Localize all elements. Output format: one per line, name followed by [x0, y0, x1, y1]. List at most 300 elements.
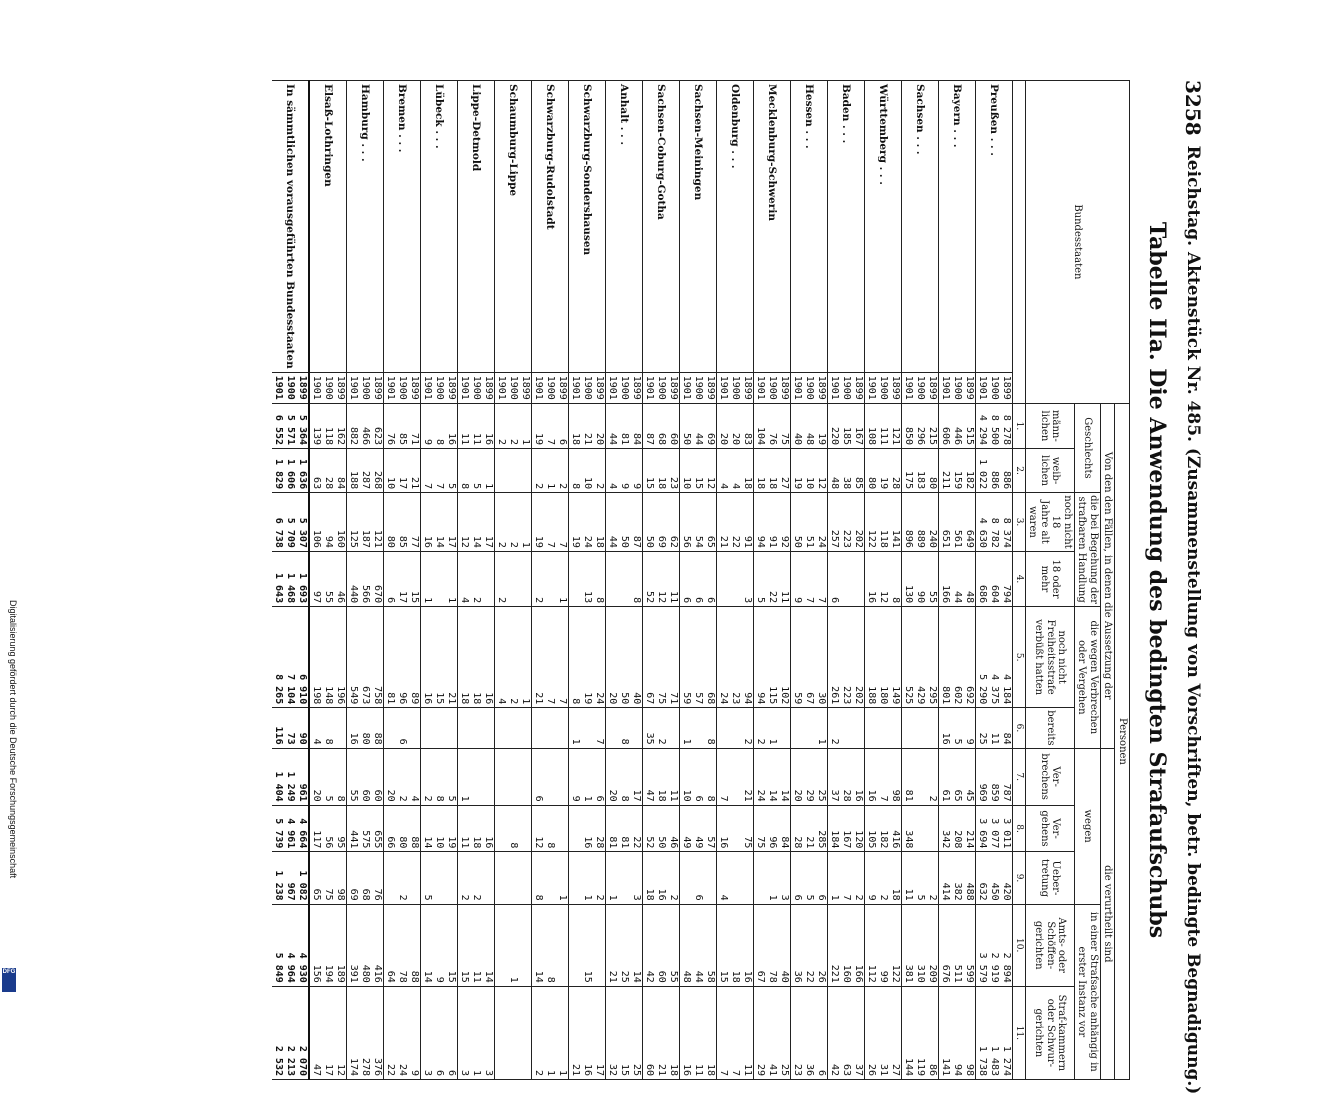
value-cell: 180	[877, 607, 889, 708]
year-cell: 1900	[507, 372, 519, 403]
value-cell: 60	[655, 904, 667, 986]
value-cell: 97	[309, 551, 322, 606]
value-cell: 5	[445, 748, 458, 805]
value-cell: 969	[975, 748, 988, 805]
value-cell	[914, 805, 926, 852]
value-cell: 16	[482, 805, 495, 852]
value-cell: 429	[914, 607, 926, 708]
value-cell: 7 104	[284, 607, 296, 708]
value-cell: 6	[433, 986, 445, 1079]
table-row	[778, 81, 791, 1080]
value-cell: 117	[309, 805, 322, 852]
value-cell: 7	[544, 403, 556, 448]
value-cell: 1	[581, 748, 593, 805]
value-cell: 46	[667, 805, 680, 852]
value-cell	[618, 551, 630, 606]
col-head-verurteilt: die verurtheilt sind	[1101, 748, 1116, 1079]
state-name: Preußen . . .	[975, 81, 1012, 373]
value-cell: 16	[420, 493, 433, 552]
column-number: 11.	[1012, 986, 1025, 1079]
value-cell: 7	[544, 607, 556, 708]
year-cell: 1899	[630, 372, 643, 403]
value-cell: 886	[988, 449, 1000, 493]
statistics-table	[272, 80, 1130, 1080]
value-cell: 4 961	[284, 805, 296, 852]
value-cell: 83	[741, 403, 754, 448]
value-cell: 24	[716, 607, 729, 708]
value-cell: 14	[531, 904, 544, 986]
value-cell: 81	[901, 748, 914, 805]
value-cell: 5	[951, 708, 963, 748]
value-cell: 84	[630, 403, 643, 448]
value-cell: 189	[334, 904, 347, 986]
value-cell: 37	[827, 748, 840, 805]
value-cell	[544, 748, 556, 805]
value-cell: 381	[901, 904, 914, 986]
column-number: 6.	[1012, 708, 1025, 748]
value-cell: 4 375	[988, 607, 1000, 708]
year-cell: 1900	[284, 372, 296, 403]
value-cell: 1	[679, 708, 692, 748]
value-cell: 61	[938, 748, 951, 805]
value-cell: 382	[951, 852, 963, 904]
value-cell: 87	[642, 403, 655, 448]
value-cell: 9	[630, 449, 643, 493]
value-cell: 67	[753, 904, 766, 986]
value-cell: 90	[914, 551, 926, 606]
value-cell: 17	[445, 493, 458, 552]
value-cell: 446	[951, 403, 963, 448]
value-cell: 60	[667, 403, 680, 448]
value-cell: 112	[864, 904, 877, 986]
value-cell: 208	[951, 805, 963, 852]
value-cell: 16	[420, 607, 433, 708]
value-cell: 31	[877, 986, 889, 1079]
value-cell: 8	[334, 748, 347, 805]
value-cell	[556, 805, 569, 852]
table-row	[445, 81, 458, 1080]
value-cell: 14	[433, 493, 445, 552]
value-cell: 18	[655, 449, 667, 493]
value-cell: 20	[716, 403, 729, 448]
value-cell: 1	[556, 852, 569, 904]
value-cell: 2 919	[988, 904, 1000, 986]
value-cell: 16	[581, 805, 593, 852]
value-cell: 3 579	[975, 904, 988, 986]
value-cell: 342	[938, 805, 951, 852]
value-cell	[494, 708, 507, 748]
column-number: 9.	[1012, 852, 1025, 904]
value-cell: 632	[975, 852, 988, 904]
value-cell	[729, 551, 741, 606]
value-cell: 20	[605, 748, 618, 805]
year-cell: 1900	[988, 372, 1000, 403]
value-cell: 8	[531, 852, 544, 904]
value-cell: 2	[753, 708, 766, 748]
value-cell: 8	[618, 748, 630, 805]
value-cell: 515	[963, 403, 976, 448]
state-name: Mecklenburg-Schwerin	[753, 81, 790, 373]
value-cell: 91	[766, 493, 778, 552]
year-cell: 1901	[420, 372, 433, 403]
value-cell: 6	[815, 852, 828, 904]
value-cell: 278	[359, 986, 371, 1079]
year-cell: 1901	[938, 372, 951, 403]
value-cell: 84	[1000, 708, 1013, 748]
value-cell: 17	[630, 748, 643, 805]
value-cell: 14	[420, 805, 433, 852]
value-cell: 859	[988, 748, 1000, 805]
year-cell: 1900	[433, 372, 445, 403]
value-cell: 84	[778, 805, 791, 852]
value-cell: 2 213	[284, 986, 296, 1079]
value-cell: 1 082	[296, 852, 309, 904]
value-cell: 47	[309, 986, 322, 1079]
value-cell: 602	[951, 607, 963, 708]
value-cell: 13	[581, 551, 593, 606]
state-name: Hessen . . .	[790, 81, 827, 373]
value-cell: 2	[827, 708, 840, 748]
value-cell: 156	[309, 904, 322, 986]
value-cell: 209	[926, 904, 939, 986]
value-cell: 159	[951, 449, 963, 493]
value-cell: 22	[729, 493, 741, 552]
value-cell: 1	[420, 551, 433, 606]
value-cell: 6	[790, 852, 803, 904]
column-number: 7.	[1012, 748, 1025, 805]
value-cell: 188	[346, 449, 359, 493]
value-cell	[889, 708, 902, 748]
value-cell: 63	[309, 449, 322, 493]
value-cell: 6	[692, 852, 704, 904]
value-cell: 511	[951, 904, 963, 986]
column-number: 5.	[1012, 607, 1025, 708]
value-cell: 1	[581, 852, 593, 904]
value-cell: 17	[593, 986, 606, 1079]
value-cell: 98	[963, 986, 976, 1079]
value-cell: 18	[568, 403, 581, 448]
value-cell: 8	[544, 904, 556, 986]
value-cell: 98	[334, 852, 347, 904]
col-head-maennlich: männ-lichen	[1026, 403, 1075, 448]
value-cell: 160	[840, 904, 852, 986]
year-cell: 1901	[457, 372, 470, 403]
value-cell	[531, 708, 544, 748]
value-cell: 6	[593, 748, 606, 805]
value-cell: 18	[753, 449, 766, 493]
year-cell: 1901	[679, 372, 692, 403]
value-cell: 116	[272, 708, 284, 748]
value-cell: 182	[877, 805, 889, 852]
value-cell: 69	[704, 403, 717, 448]
value-cell	[334, 708, 347, 748]
value-cell: 9	[433, 904, 445, 986]
value-cell: 2	[556, 449, 569, 493]
value-cell	[519, 904, 532, 986]
value-cell: 21	[716, 493, 729, 552]
value-cell: 16	[482, 403, 495, 448]
year-cell: 1899	[963, 372, 976, 403]
value-cell: 194	[322, 904, 334, 986]
state-name: Schaumburg-Lippe	[494, 81, 531, 373]
value-cell: 27	[889, 986, 902, 1079]
value-cell	[926, 805, 939, 852]
value-cell: 18	[766, 449, 778, 493]
value-cell	[901, 708, 914, 748]
year-cell: 1900	[470, 372, 482, 403]
value-cell	[692, 708, 704, 748]
value-cell: 1 636	[296, 449, 309, 493]
value-cell: 214	[963, 805, 976, 852]
dfg-logo: DFG	[2, 968, 16, 992]
state-name: Sachsen-Meiningen	[679, 81, 716, 373]
value-cell: 15	[581, 904, 593, 986]
value-cell: 14	[470, 493, 482, 552]
value-cell: 295	[926, 607, 939, 708]
value-cell: 105	[864, 805, 877, 852]
value-cell: 8	[322, 708, 334, 748]
value-cell: 2	[494, 551, 507, 606]
value-cell: 8	[889, 551, 902, 606]
value-cell: 102	[778, 607, 791, 708]
value-cell: 41	[766, 986, 778, 1079]
value-cell: 94	[951, 986, 963, 1079]
value-cell: 75	[655, 607, 667, 708]
value-cell: 28	[840, 748, 852, 805]
value-cell: 3 011	[1000, 805, 1013, 852]
value-cell: 99	[877, 904, 889, 986]
col-head-amts: Amts- oder Schöffen-gerichten	[1026, 904, 1075, 986]
year-cell: 1899	[371, 372, 384, 403]
value-cell: 2	[531, 449, 544, 493]
value-cell	[840, 551, 852, 606]
value-cell: 7	[420, 449, 433, 493]
value-cell: 287	[359, 449, 371, 493]
value-cell	[445, 852, 458, 904]
col-head-instanz: in einer Strafsache anhängig in erster Instanz vor	[1075, 904, 1101, 1079]
value-cell: 50	[679, 403, 692, 448]
value-cell: 28	[593, 805, 606, 852]
value-cell: 12	[655, 551, 667, 606]
value-cell: 1	[556, 551, 569, 606]
year-cell: 1901	[346, 372, 359, 403]
value-cell: 36	[790, 904, 803, 986]
value-cell: 76	[766, 403, 778, 448]
value-cell: 25	[975, 708, 988, 748]
value-cell	[741, 852, 754, 904]
table-row	[1000, 81, 1013, 1080]
value-cell: 7	[840, 852, 852, 904]
value-cell: 22	[630, 805, 643, 852]
value-cell: 4 964	[284, 904, 296, 986]
value-cell: 75	[753, 805, 766, 852]
value-cell: 202	[852, 607, 865, 708]
value-cell	[544, 708, 556, 748]
value-cell	[544, 852, 556, 904]
value-cell: 7	[433, 449, 445, 493]
value-cell: 6	[827, 551, 840, 606]
value-cell: 5 290	[975, 607, 988, 708]
value-cell: 88	[408, 904, 421, 986]
state-name: Hamburg . . .	[346, 81, 383, 373]
col-head-uebertretung: Ueber-tretung	[1026, 852, 1075, 904]
value-cell: 889	[914, 493, 926, 552]
value-cell: 120	[852, 805, 865, 852]
value-cell: 5	[322, 748, 334, 805]
table-row	[519, 81, 532, 1080]
col-head-vergehens: Ver-gehens	[1026, 805, 1075, 852]
value-cell: 60	[642, 986, 655, 1079]
col-head-18mehr: 18 oder mehr	[1026, 551, 1075, 606]
value-cell: 1	[507, 904, 519, 986]
value-cell: 604	[988, 551, 1000, 606]
value-cell: 9	[408, 986, 421, 1079]
value-cell: 7	[815, 551, 828, 606]
table-row	[630, 81, 643, 1080]
value-cell: 215	[926, 403, 939, 448]
value-cell	[852, 708, 865, 748]
value-cell: 6	[445, 986, 458, 1079]
value-cell: 185	[840, 403, 852, 448]
value-cell: 21	[803, 805, 815, 852]
value-cell	[568, 551, 581, 606]
value-cell: 21	[531, 607, 544, 708]
value-cell: 18	[655, 748, 667, 805]
value-cell	[556, 748, 569, 805]
year-cell: 1899	[482, 372, 495, 403]
value-cell: 7	[877, 748, 889, 805]
value-cell: 1	[519, 403, 532, 448]
value-cell: 2	[470, 551, 482, 606]
value-cell: 38	[840, 449, 852, 493]
page-number: 3258	[1181, 80, 1205, 136]
value-cell: 673	[359, 607, 371, 708]
value-cell: 141	[938, 986, 951, 1079]
value-cell: 4 630	[975, 493, 988, 552]
value-cell: 6	[531, 748, 544, 805]
value-cell: 16	[864, 551, 877, 606]
value-cell: 967	[284, 852, 296, 904]
year-cell: 1901	[531, 372, 544, 403]
value-cell: 20	[383, 748, 396, 805]
value-cell: 89	[408, 607, 421, 708]
value-cell: 66	[383, 805, 396, 852]
value-cell: 16	[864, 748, 877, 805]
value-cell: 4	[309, 708, 322, 748]
value-cell	[716, 708, 729, 748]
value-cell: 106	[309, 493, 322, 552]
year-cell: 1900	[840, 372, 852, 403]
value-cell: 88	[371, 708, 384, 748]
value-cell: 6	[692, 551, 704, 606]
value-cell: 94	[753, 607, 766, 708]
value-cell: 5 364	[296, 403, 309, 448]
value-cell	[507, 449, 519, 493]
value-cell: 2	[926, 852, 939, 904]
value-cell	[470, 748, 482, 805]
state-name: Anhalt . . .	[605, 81, 642, 373]
value-cell: 166	[852, 904, 865, 986]
value-cell: 125	[346, 493, 359, 552]
value-cell: 81	[605, 805, 618, 852]
value-cell: 5 571	[284, 403, 296, 448]
value-cell: 2	[926, 748, 939, 805]
value-cell: 65	[309, 852, 322, 904]
value-cell	[519, 852, 532, 904]
column-number: 8.	[1012, 805, 1025, 852]
value-cell: 5	[445, 449, 458, 493]
value-cell: 54	[692, 493, 704, 552]
value-cell: 24	[581, 493, 593, 552]
value-cell: 50	[618, 493, 630, 552]
value-cell: 3	[482, 986, 495, 1079]
column-number: 2.	[1012, 449, 1025, 493]
year-cell: 1901	[272, 372, 284, 403]
value-cell	[556, 708, 569, 748]
value-cell: 50	[618, 607, 630, 708]
year-cell: 1899	[296, 372, 309, 403]
value-cell: 6 738	[272, 493, 284, 552]
value-cell: 8	[507, 805, 519, 852]
value-cell: 5	[803, 852, 815, 904]
value-cell: 376	[371, 986, 384, 1079]
value-cell: 14	[420, 904, 433, 986]
table-row	[296, 81, 309, 1080]
value-cell: 29	[753, 986, 766, 1079]
table-row	[852, 81, 865, 1080]
value-cell: 77	[408, 493, 421, 552]
value-cell: 49	[692, 805, 704, 852]
value-cell: 21	[568, 986, 581, 1079]
value-cell: 48	[803, 403, 815, 448]
state-name: Schwarzburg-Rudolstadt	[531, 81, 568, 373]
value-cell	[803, 708, 815, 748]
value-cell: 94	[741, 607, 754, 708]
table-title: Tabelle IIa. Die Anwendung des bedingten Strafaufschubs	[1144, 221, 1170, 939]
value-cell: 8	[630, 551, 643, 606]
value-cell	[926, 708, 939, 748]
value-cell: 525	[901, 607, 914, 708]
document-page	[80, 80, 1210, 1094]
value-cell: 4	[457, 551, 470, 606]
value-cell: 55	[346, 748, 359, 805]
value-cell	[605, 708, 618, 748]
value-cell	[729, 805, 741, 852]
value-cell: 78	[396, 904, 408, 986]
value-cell: 8	[704, 708, 717, 748]
value-cell	[519, 449, 532, 493]
value-cell	[778, 708, 791, 748]
value-cell: 44	[605, 493, 618, 552]
value-cell: 416	[889, 805, 902, 852]
value-cell: 19	[815, 403, 828, 448]
value-cell: 1 274	[1000, 986, 1013, 1079]
value-cell: 21	[445, 607, 458, 708]
value-cell	[729, 852, 741, 904]
value-cell: 1	[544, 986, 556, 1079]
value-cell: 80	[396, 805, 408, 852]
value-cell: 85	[852, 449, 865, 493]
value-cell	[507, 852, 519, 904]
value-cell	[593, 904, 606, 986]
value-cell: 285	[815, 805, 828, 852]
value-cell: 167	[840, 805, 852, 852]
side-note: Digitalisierung gefördert durch die Deutsche Forschungsgemeinschaft	[8, 600, 18, 879]
value-cell	[383, 852, 396, 904]
value-cell: 188	[864, 607, 877, 708]
value-cell: 4 184	[1000, 607, 1013, 708]
year-cell: 1900	[359, 372, 371, 403]
